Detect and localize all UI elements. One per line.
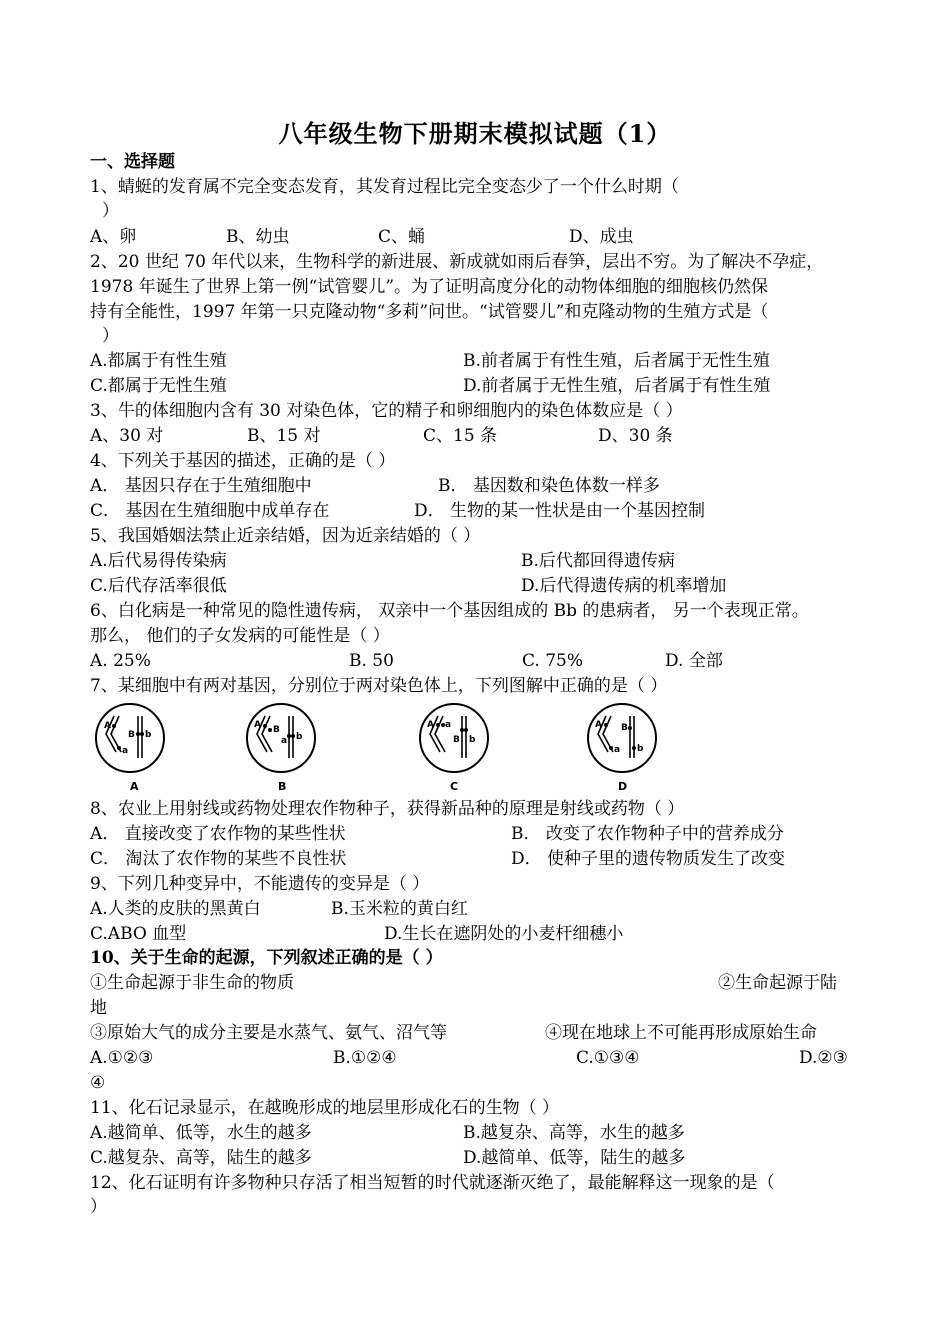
diagram-label-c: C: [450, 780, 459, 793]
q10-statement-2-cont: 地: [90, 998, 107, 1018]
q8-stem: 8、农业上用射线或药物处理农作物种子，获得新品种的原理是射线或药物（ ）: [90, 799, 685, 819]
q11-option-d: D.越简单、低等，陆生的越多: [463, 1148, 686, 1168]
q7-stem: 7、某细胞中有两对基因，分别位于两对染色体上，下列图解中正确的是（ ）: [90, 676, 668, 696]
q10-statement-4: ④现在地球上不可能再形成原始生命: [545, 1023, 817, 1043]
q6-line-2: 那么， 他们的子女发病的可能性是（ ）: [90, 626, 390, 646]
q2-line-1: 2、20 世纪 70 年代以来，生物科学的新进展、新成就如雨后春笋，层出不穷。为了解决不孕症，: [90, 252, 824, 272]
q12-stem-end: ）: [90, 1197, 107, 1217]
q3-stem: 3、牛的体细胞内含有 30 对染色体，它的精子和卵细胞内的染色体数应是（ ）: [90, 401, 683, 421]
q3-option-a: A、30 对: [90, 426, 164, 446]
q5-option-b: B.后代都回得遗传病: [521, 551, 675, 571]
q10-statement-1: ①生命起源于非生命的物质: [90, 973, 294, 993]
q4-option-a: A． 基因只存在于生殖细胞中: [90, 476, 312, 496]
diagram-label-b: B: [278, 780, 287, 793]
gene-label: B: [273, 725, 280, 735]
gene-label: b: [145, 730, 152, 740]
q10-option-c: C.①③④: [576, 1048, 640, 1068]
q11-option-c: C.越复杂、高等，陆生的越多: [90, 1148, 312, 1168]
q2-option-b: B.前者属于有性生殖，后者属于无性生殖: [463, 351, 770, 371]
q9-stem: 9、下列几种变异中，不能遗传的变异是（ ）: [90, 874, 430, 894]
page-title: 八年级生物下册期末模拟试题（1）: [278, 119, 672, 148]
gene-label: b: [469, 735, 476, 745]
q5-option-a: A.后代易得传染病: [90, 551, 227, 571]
gene-label: A: [427, 720, 434, 730]
q1-option-b: B、幼虫: [226, 227, 290, 247]
q2-option-a: A.都属于有性生殖: [90, 351, 227, 371]
q6-option-c: C. 75%: [522, 651, 583, 671]
q2-line-3: 持有全能性，1997 年第一只克隆动物“多莉”问世。“试管婴儿”和克隆动物的生殖方式是（: [90, 302, 769, 322]
q10-stem: 10、关于生命的起源，下列叙述正确的是（ ）: [90, 948, 443, 968]
q11-option-b: B.越复杂、高等，水生的越多: [463, 1123, 685, 1143]
q5-option-c: C.后代存活率很低: [90, 576, 227, 596]
q4-option-d: D． 生物的某一性状是由一个基因控制: [414, 501, 706, 521]
q10-option-d-cont: ④: [90, 1073, 106, 1093]
q4-stem: 4、下列关于基因的描述，正确的是（ ）: [90, 451, 396, 471]
q10-statement-2: ②生命起源于陆: [718, 973, 837, 993]
q10-option-d: D.②③: [799, 1048, 848, 1068]
q8-option-c: C． 淘汰了农作物的某些不良性状: [90, 849, 347, 869]
q8-option-d: D． 使种子里的遗传物质发生了改变: [511, 849, 786, 869]
cell-diagram-c: [416, 700, 506, 800]
gene-label: A: [254, 720, 261, 730]
q4-option-c: C． 基因在生殖细胞中成单存在: [90, 501, 330, 521]
gene-label: a: [122, 746, 129, 756]
gene-label: b: [296, 732, 303, 742]
q9-option-b: B.玉米粒的黄白红: [331, 899, 468, 919]
gene-label: a: [445, 720, 452, 730]
q6-line-1: 6、白化病是一种常见的隐性遗传病， 双亲中一个基因组成的 Bb 的患病者， 另一个表现正常。: [90, 601, 809, 621]
gene-label: a: [281, 736, 288, 746]
q10-statement-3: ③原始大气的成分主要是水蒸气、氨气、沼气等: [90, 1023, 447, 1043]
gene-label: A: [595, 720, 602, 730]
diagram-label-a: A: [130, 780, 139, 793]
q8-option-a: A． 直接改变了农作物的某些性状: [90, 824, 346, 844]
q3-option-b: B、15 对: [247, 426, 321, 446]
cell-diagram-b: [243, 700, 333, 800]
q12-stem: 12、化石证明有许多物种只存活了相当短暂的时代就逐渐灭绝了，最能解释这一现象的是（: [90, 1173, 775, 1193]
q3-option-d: D、30 条: [598, 426, 673, 446]
q3-option-c: C、15 条: [423, 426, 498, 446]
section-heading: 一、选择题: [90, 152, 175, 172]
q9-option-a: A.人类的皮肤的黑黄白: [90, 899, 261, 919]
q10-option-b: B.①②④: [333, 1048, 397, 1068]
q6-option-d: D. 全部: [665, 651, 723, 671]
gene-label: b: [637, 744, 644, 754]
q2-line-4: ）: [102, 326, 119, 346]
gene-label: A: [104, 721, 111, 731]
q8-option-b: B． 改变了农作物种子中的营养成分: [511, 824, 784, 844]
q11-stem: 11、化石记录显示，在越晚形成的地层里形成化石的生物（ ）: [90, 1098, 560, 1118]
q2-option-c: C.都属于无性生殖: [90, 376, 227, 396]
diagram-label-d: D: [618, 780, 628, 793]
q2-line-2: 1978 年诞生了世界上第一例“试管婴儿”。为了证明高度分化的动物体细胞的细胞核仍然保: [90, 277, 769, 297]
q2-option-d: D.前者属于无性生殖，后者属于有性生殖: [463, 376, 771, 396]
gene-label: B: [621, 723, 628, 733]
q1-stem: 1、蜻蜓的发育属不完全变态发育，其发育过程比完全变态少了一个什么时期（: [90, 177, 679, 197]
q6-option-b: B. 50: [349, 651, 394, 671]
q1-option-d: D、成虫: [569, 227, 634, 247]
cell-diagram-d: [584, 700, 674, 800]
q1-option-c: C、蛹: [378, 227, 426, 247]
q6-option-a: A. 25%: [90, 651, 151, 671]
q9-option-c: C.ABO 血型: [90, 924, 187, 944]
gene-label: a: [614, 745, 621, 755]
q5-option-d: D.后代得遗传病的机率增加: [521, 576, 727, 596]
q1-stem-end: ）: [102, 201, 119, 221]
gene-label: B: [128, 730, 135, 740]
q10-option-a: A.①②③: [90, 1048, 154, 1068]
q5-stem: 5、我国婚姻法禁止近亲结婚，因为近亲结婚的（ ）: [90, 526, 481, 546]
q9-option-d: D.生长在遮阴处的小麦杆细穗小: [384, 924, 624, 944]
q11-option-a: A.越简单、低等，水生的越多: [90, 1123, 312, 1143]
gene-label: B: [453, 735, 460, 745]
q1-option-a: A、卵: [90, 227, 137, 247]
q4-option-b: B． 基因数和染色体数一样多: [438, 476, 660, 496]
